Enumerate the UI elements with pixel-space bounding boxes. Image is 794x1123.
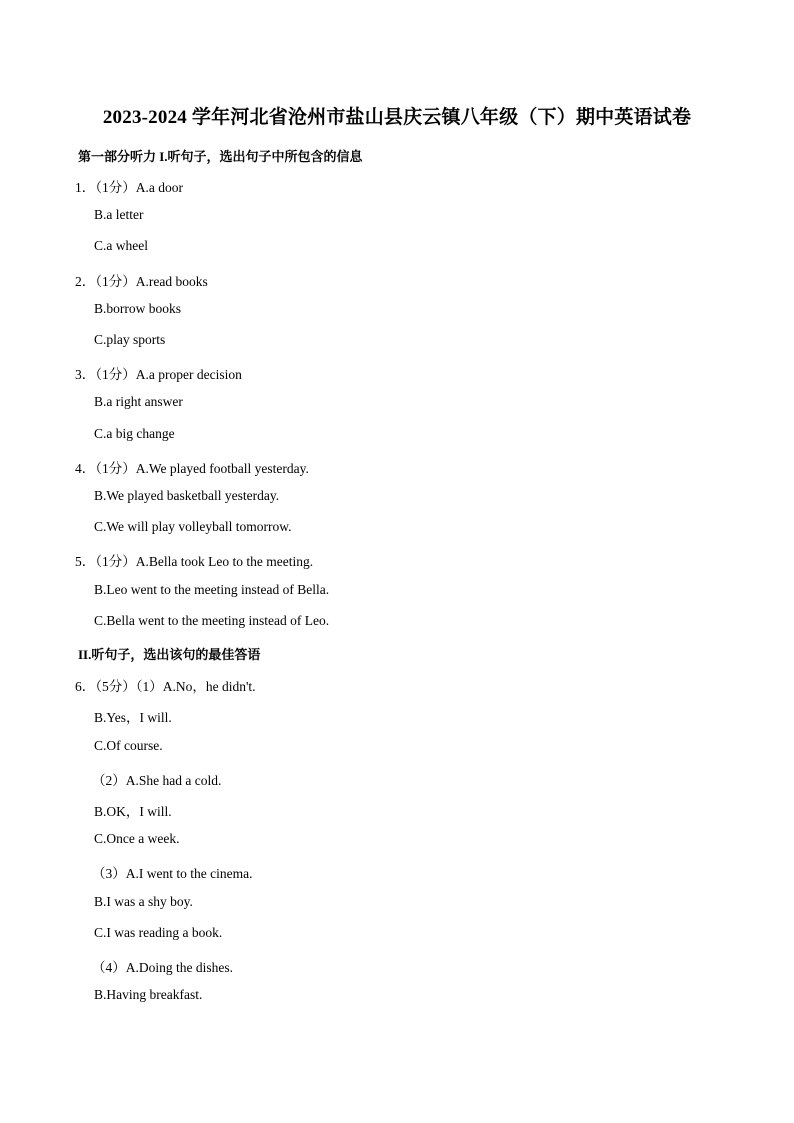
question-3-option-c: C.a big change xyxy=(94,426,175,441)
exam-title: 2023-2024 学年河北省沧州市盐山县庆云镇八年级（下）期中英语试卷 xyxy=(102,107,692,128)
question-6-4-option-a: （4）A.Doing the dishes. xyxy=(92,960,233,975)
question-2-stem: 2．（1分）A.read books xyxy=(75,274,208,289)
question-6-3-option-b: B.I was a shy boy. xyxy=(94,894,193,909)
question-1-option-b: B.a letter xyxy=(94,207,144,222)
question-6-2-option-a: （2）A.She had a cold. xyxy=(92,773,222,788)
question-2-option-c: C.play sports xyxy=(94,332,166,347)
question-6-2-option-c: C.Once a week. xyxy=(94,831,180,846)
question-6-1-option-b: B.Yes，I will. xyxy=(94,710,172,725)
question-2-option-b: B.borrow books xyxy=(94,301,181,316)
question-4-option-c: C.We will play volleyball tomorrow. xyxy=(94,519,292,534)
part1-heading: 第一部分听力 I.听句子，选出句子中所包含的信息 xyxy=(78,149,363,164)
question-5-option-c: C.Bella went to the meeting instead of Leo. xyxy=(94,613,330,628)
question-1-option-c: C.a wheel xyxy=(94,238,148,253)
question-6-3-option-c: C.I was reading a book. xyxy=(94,925,223,940)
question-5-stem: 5．（1分）A.Bella took Leo to the meeting. xyxy=(75,554,314,569)
question-5-option-b: B.Leo went to the meeting instead of Bella. xyxy=(94,582,330,597)
question-6-3-option-a: （3）A.I went to the cinema. xyxy=(92,866,253,881)
question-3-option-b: B.a right answer xyxy=(94,394,183,409)
question-1-stem: 1．（1分）A.a door xyxy=(75,180,183,195)
question-6-stem: 6．（5分）（1）A.No，he didn't. xyxy=(75,679,256,694)
part2-heading: II.听句子，选出该句的最佳答语 xyxy=(78,647,261,662)
question-4-option-b: B.We played basketball yesterday. xyxy=(94,488,280,503)
question-4-stem: 4．（1分）A.We played football yesterday. xyxy=(75,461,309,476)
question-6-4-option-b: B.Having breakfast. xyxy=(94,987,203,1002)
question-6-1-option-c: C.Of course. xyxy=(94,738,163,753)
question-6-2-option-b: B.OK，I will. xyxy=(94,804,172,819)
question-3-stem: 3．（1分）A.a proper decision xyxy=(75,367,242,382)
